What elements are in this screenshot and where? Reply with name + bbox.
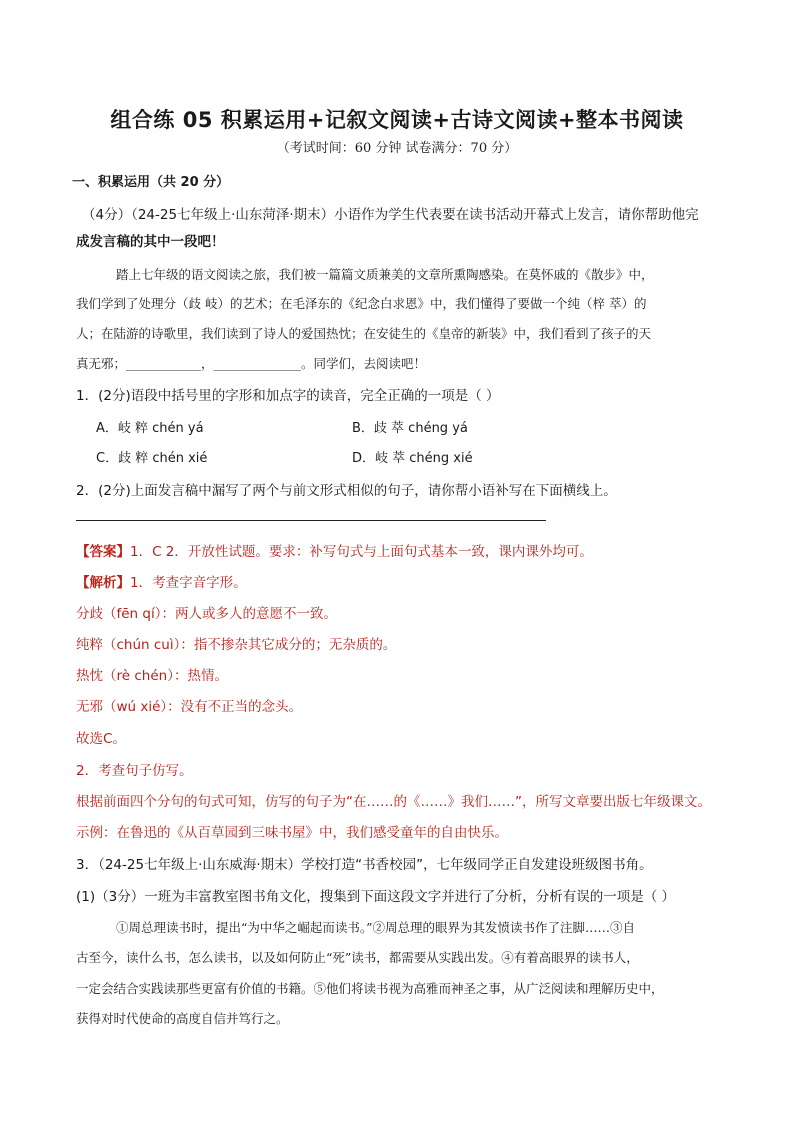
answer-blank-line (76, 520, 546, 521)
analysis-line: 示例：在鲁迅的《从百草园到三味书屋》中，我们感受童年的自由快乐。 (76, 825, 508, 841)
option-c: C．歧 粹 chén xié (96, 451, 208, 466)
analysis-line: 无邪（wú xié）：没有不正当的念头。 (76, 699, 303, 715)
question-1-stem: 1．(2分)语段中括号里的字形和加点字的读音，完全正确的一项是（ ） (76, 388, 500, 404)
passage-line: 古至今，读什么书，怎么读书，以及如何防止“死”读书，都需要从实践出发。④有着高眼界的读书人， (76, 950, 639, 965)
question-intro-line: 成发言稿的其中一段吧！ (76, 234, 225, 250)
option-d: D．岐 萃 chéng xié (352, 451, 473, 466)
analysis-first: 1．考查字音字形。 (130, 575, 247, 591)
analysis-line: 热忱（rè chén）：热情。 (76, 668, 228, 684)
passage-line: 真无邪；____________，______________。同学们，去阅读吧！ (76, 356, 427, 371)
passage-line: 踏上七年级的语文阅读之旅，我们被一篇篇文质兼美的文章所熏陶感染。在莫怀戚的《散步》中， (116, 267, 654, 282)
section-heading: 一、积累运用（共 20 分） (72, 175, 230, 190)
passage-line: ①周总理读书时，提出“为中华之崛起而读书。”②周总理的眼界为其发愤读书作了注脚……③自 (116, 920, 636, 935)
option-b: B．歧 萃 chéng yá (352, 421, 468, 436)
question-3-stem: 3．（24-25七年级上·山东威海·期末）学校打造“书香校园”，七年级同学正自发建设班级图书角。 (76, 857, 653, 873)
analysis-line: 故选C。 (76, 731, 126, 747)
passage-line: 一定会结合实践读那些更富有价值的书籍。⑤他们将读书视为高雅而神圣之事，从广泛阅读和理解历史中， (76, 981, 664, 996)
analysis-line: 2．考查句子仿写。 (76, 763, 193, 779)
analysis-line: 分歧（fēn qí）：两人或多人的意愿不一致。 (76, 606, 337, 622)
passage-line: 人；在陆游的诗歌里，我们读到了诗人的爱国热忱；在安徒生的《皇帝的新装》中，我们看到了孩子的天 (76, 326, 652, 341)
passage-line: 获得对时代使命的高度自信并笃行之。 (76, 1011, 289, 1026)
question-intro-line: （4分）（24-25七年级上·山东菏泽·期末）小语作为学生代表要在读书活动开幕式上发言，请你帮助他完 (82, 207, 699, 223)
option-a: A．岐 粹 chén yá (96, 421, 204, 436)
analysis-block (76, 571, 247, 591)
answer-text: 1．C 2．开放性试题。要求：补写句式与上面句式基本一致，课内课外均可。 (130, 544, 593, 560)
analysis-line: 根据前面四个分句的句式可知，仿写的句子为“在……的《……》我们……”，所写文章要出版七年级课文。 (76, 794, 711, 810)
passage-line: 我们学到了处理分（歧 岐）的艺术；在毛泽东的《纪念白求恩》中，我们懂得了要做一个纯（梓 萃）的 (76, 296, 647, 311)
answer-label: 【答案】 (76, 544, 130, 560)
analysis-line: 纯粹（chún cuì）：指不掺杂其它成分的；无杂质的。 (76, 637, 397, 653)
exam-info: （考试时间：60 分钟 试卷满分：70 分） (276, 141, 518, 156)
answer-block (76, 540, 593, 560)
question-2-stem: 2．(2分)上面发言稿中漏写了两个与前文形式相似的句子，请你帮小语补写在下面横线上。 (76, 483, 617, 499)
question-3-sub1: (1)（3分）一班为丰富教室图书角文化，搜集到下面这段文字并进行了分析，分析有误的一项是（ ） (76, 889, 676, 905)
analysis-label: 【解析】 (76, 575, 130, 591)
page-title: 组合练 05 积累运用+记叙文阅读+古诗文阅读+整本书阅读 (110, 108, 684, 132)
